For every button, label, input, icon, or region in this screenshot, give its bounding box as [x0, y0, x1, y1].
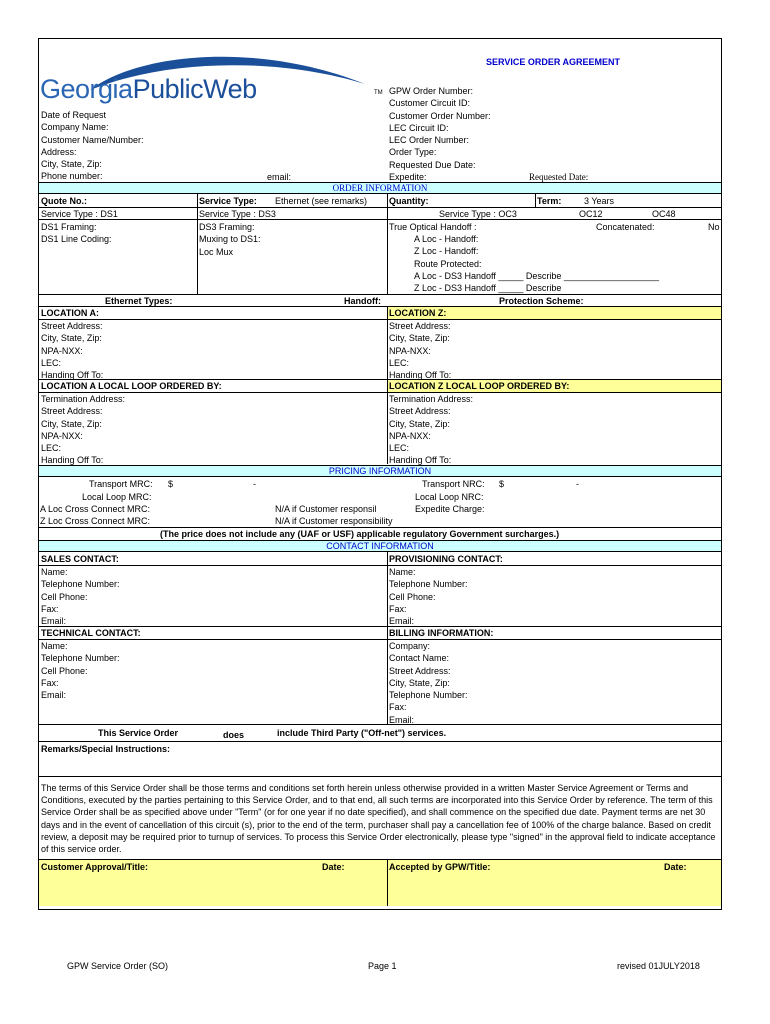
na-z-note: N/A if Customer responsibility [275, 516, 393, 526]
customer-fields [41, 109, 144, 183]
location-z-title: LOCATION Z: [389, 308, 447, 318]
transport-nrc-label: Transport NRC: [422, 479, 485, 489]
divider [38, 219, 722, 220]
contact-information-band: CONTACT INFORMATION [39, 540, 721, 552]
gpw-field: Expedite: [389, 172, 427, 183]
location-z-loop-fields [389, 393, 473, 467]
loop-field: LEC: [41, 443, 62, 454]
terms-paragraph: The terms of this Service Order shall be those terms and conditions set forth herein unless otherwise provided in a written Master Service Agreement or Terms and Conditions, executed by the parties pertaining to this Service Order, and to that end, all such terms are incorporated into this Service Order by reference. The term of this Service Order shall be as specified above under "Term" (or for one year if no date specified), and shall commence on the specified due date. Payment terms are net 30 days and in the event of cancellation of this circuit (s), prior to the end of the term, purchaser shall pay a cancellation fee of 100% of the charge balance. Based on credit review, a deposit may be required prior to turnup of services. To process this Service Order electronically, please type "signed" in the approval field to indicate acceptance of this service order. [41, 783, 716, 855]
provisioning-field: Telephone Number: [389, 579, 468, 590]
location-a-title: LOCATION A: [41, 308, 99, 318]
customer-field: Company Name: [41, 122, 109, 133]
divider [387, 859, 388, 906]
a-cross-connect-label: A Loc Cross Connect MRC: [40, 504, 151, 514]
location-field: City, State, Zip: [41, 333, 102, 344]
provisioning-field: Fax: [389, 603, 407, 614]
provisioning-contact-title: PROVISIONING CONTACT: [389, 554, 503, 564]
third-party-text-a: This Service Order [98, 728, 179, 738]
billing-field: Email: [389, 714, 415, 725]
loop-field: NPA-NXX: [41, 430, 83, 441]
location-field: NPA-NXX: [389, 345, 431, 356]
customer-field: Date of Request [41, 110, 107, 120]
gpw-field: Order Type: [389, 147, 437, 158]
third-party-text-c: include Third Party ("Off-net") services. [277, 728, 447, 738]
loop-field: Termination Address: [389, 394, 474, 404]
footer-left: GPW Service Order (SO) [67, 961, 169, 971]
oc12-label: OC12 [579, 209, 603, 219]
technical-field: Name: [41, 641, 68, 651]
gpw-field: Customer Circuit ID: [389, 98, 471, 109]
ds3-line: DS3 Framing: [199, 222, 255, 232]
optical-line: A Loc - DS3 Handoff _____ Describe ___________________ [414, 270, 660, 281]
email-label: email: [267, 172, 292, 182]
expedite-charge-label: Expedite Charge: [415, 504, 485, 514]
divider [197, 194, 198, 295]
local-loop-nrc-label: Local Loop NRC: [415, 492, 484, 502]
divider [387, 552, 388, 724]
divider [38, 565, 722, 566]
divider [38, 207, 722, 208]
location-field: Street Address: [389, 321, 451, 331]
billing-field: Telephone Number: [389, 690, 468, 701]
technical-field: Cell Phone: [41, 665, 88, 676]
loop-field: Handing Off To: [41, 455, 104, 466]
billing-fields [389, 640, 468, 726]
billing-field: Fax: [389, 702, 407, 713]
customer-field: Phone number: [41, 171, 103, 182]
concatenated-label: Concatenated: [596, 222, 655, 232]
ds1-lines [41, 221, 112, 246]
customer-date-label: Date: [322, 862, 345, 872]
transport-nrc-value: - [576, 479, 579, 489]
provisioning-fields [389, 566, 468, 627]
ethernet-types-label: Ethernet Types: [105, 296, 173, 306]
loop-field: Handing Off To: [389, 455, 452, 466]
z-cross-connect-label: Z Loc Cross Connect MRC: [40, 516, 151, 526]
ds1-line: DS1 Framing: [41, 222, 97, 232]
location-field: City, State, Zip: [389, 333, 450, 344]
provisioning-field: Email: [389, 616, 415, 627]
ds3-lines [199, 221, 261, 258]
optical-line: Route Protected: [414, 258, 482, 269]
location-field: Handing Off To: [389, 370, 452, 381]
location-z-fields [389, 320, 451, 381]
location-a-fields [41, 320, 103, 381]
location-field: Handing Off To: [41, 370, 104, 381]
gpw-field: LEC Circuit ID: [389, 122, 449, 133]
page-title: SERVICE ORDER AGREEMENT [486, 57, 621, 67]
pricing-note: (The price does not include any (UAF or USF) applicable regulatory Government surcharges.) [160, 529, 560, 539]
ds1-service: Service Type : DS1 [41, 209, 118, 219]
technical-fields [41, 640, 120, 701]
loop-field: NPA-NXX: [389, 430, 431, 441]
pricing-information-band: PRICING INFORMATION [39, 465, 721, 477]
customer-approval-label: Customer Approval/Title: [41, 862, 149, 872]
logo-publicweb: PublicWeb [132, 74, 257, 104]
customer-field: City, State, Zip: [41, 159, 102, 170]
location-a-loop-title: LOCATION A LOCAL LOOP ORDERED BY: [41, 381, 222, 391]
divider [38, 306, 722, 307]
quote-no-label: Quote No.: [41, 196, 87, 206]
billing-field: City, State, Zip: [389, 677, 450, 688]
oc3-service: Service Type : OC3 [439, 209, 517, 219]
handoff-label: Handoff: [344, 296, 381, 306]
billing-field: Company: [389, 641, 431, 651]
local-loop-mrc-label: Local Loop MRC: [82, 492, 152, 502]
gpw-date-label: Date: [664, 862, 687, 872]
order-information-band: ORDER INFORMATION [39, 182, 721, 194]
divider [387, 194, 388, 295]
divider [38, 639, 722, 640]
optical-line: Z Loc - Handoff: [414, 246, 479, 257]
optical-lines [414, 233, 659, 294]
footer-page: Page 1 [368, 961, 397, 971]
loop-field: City, State, Zip: [389, 418, 450, 429]
sales-field: Email: [41, 616, 67, 627]
divider [38, 392, 722, 393]
sales-field: Cell Phone: [41, 591, 88, 602]
loop-field: Termination Address: [41, 394, 126, 404]
sales-field: Telephone Number: [41, 579, 120, 590]
service-type-value: Ethernet (see remarks) [275, 196, 368, 206]
billing-field: Contact Name: [389, 653, 450, 664]
transport-nrc-dollar: $ [499, 479, 505, 489]
footer-revision: revised 01JULY2018 [617, 961, 700, 971]
term-label: Term: [537, 196, 562, 206]
ds1-line: DS1 Line Coding: [41, 234, 112, 245]
divider [38, 319, 722, 320]
transport-mrc-label: Transport MRC: [89, 479, 153, 489]
logo [40, 74, 257, 105]
gpw-fields [389, 85, 491, 183]
customer-field: Address: [41, 146, 77, 157]
optical-line: Z Loc - DS3 Handoff _____ Describe [414, 283, 562, 294]
gpw-field: Customer Order Number: [389, 110, 491, 121]
transport-mrc-value: - [253, 479, 256, 489]
optical-title: True Optical Handoff : [389, 222, 477, 232]
remarks-label: Remarks/Special Instructions: [41, 744, 171, 754]
location-field: Street Address: [41, 321, 103, 331]
gpw-field: Requested Due Date: [389, 159, 476, 170]
billing-information-title: BILLING INFORMATION: [389, 628, 494, 638]
divider [387, 306, 388, 464]
provisioning-field: Cell Phone: [389, 591, 436, 602]
ds3-service: Service Type : DS3 [199, 209, 276, 219]
divider [535, 194, 536, 207]
sales-contact-title: SALES CONTACT: [41, 554, 119, 564]
logo-trademark: TM [374, 90, 383, 96]
loop-field: Street Address: [41, 406, 103, 417]
divider [38, 859, 722, 860]
technical-field: Email: [41, 690, 67, 701]
service-type-label: Service Type: [199, 196, 257, 206]
gpw-accepted-label: Accepted by GPW/Title: [389, 862, 491, 872]
sales-field: Fax: [41, 603, 59, 614]
location-a-loop-fields [41, 393, 125, 467]
sales-fields [41, 566, 120, 627]
ds3-line: Muxing to DS1: [199, 234, 261, 245]
technical-contact-title: TECHNICAL CONTACT: [41, 628, 141, 638]
loop-field: LEC: [389, 443, 410, 454]
transport-mrc-dollar: $ [168, 479, 174, 489]
term-value: 3 Years [584, 196, 615, 206]
logo-georgia: Georgia [40, 74, 133, 104]
loop-field: Street Address: [389, 406, 451, 417]
ds3-line: Loc Mux [199, 246, 234, 257]
customer-field: Customer Name/Number: [41, 134, 144, 145]
location-field: NPA-NXX: [41, 345, 83, 356]
gpw-field: LEC Order Number: [389, 135, 470, 146]
divider [38, 776, 722, 777]
location-z-loop-title: LOCATION Z LOCAL LOOP ORDERED BY: [389, 381, 570, 391]
sales-field: Name: [41, 567, 68, 577]
billing-field: Street Address: [389, 665, 451, 676]
no-label: No [708, 222, 720, 232]
oc48-label: OC48 [652, 209, 676, 219]
technical-field: Fax: [41, 677, 59, 688]
gpw-field: GPW Order Number: [389, 86, 474, 96]
location-field: LEC: [389, 357, 410, 368]
technical-field: Telephone Number: [41, 653, 120, 664]
location-field: LEC: [41, 357, 62, 368]
loop-field: City, State, Zip: [41, 418, 102, 429]
na-a-note: N/A if Customer responsil [275, 504, 377, 514]
third-party-text-b: does [223, 730, 245, 740]
protection-scheme-label: Protection Scheme: [499, 296, 584, 306]
divider [38, 724, 722, 725]
quantity-label: Quantity: [389, 196, 429, 206]
provisioning-field: Name: [389, 567, 416, 577]
divider [38, 741, 722, 742]
requested-date-label: Requested Date: [529, 172, 589, 182]
optical-line: A Loc - Handoff: [414, 234, 479, 244]
